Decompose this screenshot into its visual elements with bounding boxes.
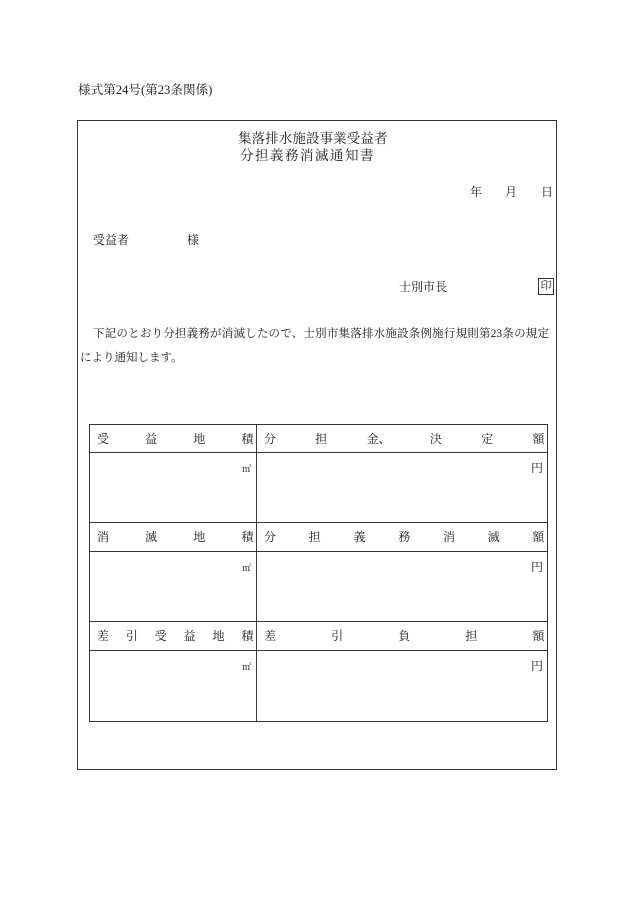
amount-value-cell [257,453,548,523]
area-header-cell [90,523,257,552]
label-glyph: 地 [193,431,206,446]
label-glyph: 額 [532,431,545,446]
label-glyph: 益 [360,131,374,146]
label-glyph: 益 [145,431,158,446]
label-glyph: 滅 [315,148,329,163]
label-glyph: 負 [398,629,411,643]
details-table [89,424,548,722]
label-glyph: 分 [264,431,277,446]
label-glyph: 分 [240,148,254,163]
title-line-1 [238,130,388,147]
label-glyph: 業 [333,131,347,146]
label-glyph: 地 [193,530,206,544]
label-glyph: 義 [270,148,284,163]
notice-body-text: 下記のとおり分担義務が消滅したので、士別市集落排水施設条例施行規則第23条の規定により通知します。 [80,328,549,364]
table-header-row [90,523,548,552]
label-glyph: 金、 [366,431,391,446]
table-row [90,552,548,622]
amount-header-cell [257,425,548,453]
label-glyph: 差 [97,629,110,643]
label-glyph: 落 [251,131,266,146]
label-glyph: 通 [330,148,344,163]
amount-value-cell [257,651,548,722]
label-glyph: 務 [285,148,299,163]
area-value-cell [90,552,257,622]
label-glyph: 義 [353,530,366,544]
label-glyph: 担 [465,629,478,643]
amount-value-cell [257,552,548,622]
date-day-label: 日 [541,185,554,199]
table-row [90,453,548,523]
label-glyph: 定 [481,431,494,446]
issuer-name: 士別市長 [399,280,448,294]
label-glyph: 務 [398,530,411,544]
date-year-label: 年 [470,185,483,199]
yen-unit: 円 [530,560,543,574]
label-glyph: 消 [97,530,110,544]
label-glyph: 者 [373,131,388,146]
seal-mark: 印 [538,278,554,295]
label-glyph: 担 [255,148,269,163]
table-row [90,651,548,722]
date-month-label: 月 [505,185,518,199]
yen-unit: 円 [530,659,543,673]
label-glyph: 水 [278,131,293,146]
area-header-cell [90,425,257,453]
amount-header-cell [257,622,548,651]
area-unit: ㎡ [241,464,251,474]
label-glyph: 担 [315,431,328,446]
label-glyph: 差 [264,629,277,643]
label-glyph: 益 [183,629,196,643]
beneficiary-land-area-header [97,432,254,446]
label-glyph: 消 [442,530,455,544]
label-glyph: 集 [238,131,252,146]
label-glyph: 書 [360,148,374,163]
label-glyph: 滅 [145,530,158,544]
label-glyph: 積 [241,431,254,446]
label-glyph: 受 [154,629,167,643]
label-glyph: 受 [97,431,110,446]
area-unit: ㎡ [241,662,251,672]
label-glyph: 積 [241,629,254,643]
label-glyph: 額 [532,530,545,544]
area-value-cell [90,453,257,523]
label-glyph: 知 [345,148,359,163]
label-glyph: 額 [532,629,545,643]
area-unit: ㎡ [241,563,251,573]
form-number-label: 様式第24号(第23条関係) [78,83,213,97]
label-glyph: 引 [331,629,344,643]
table-header-row [90,425,548,453]
label-glyph: 決 [429,431,442,446]
label-glyph: 地 [212,629,225,643]
recipient-honorific: 様 [187,233,200,247]
recipient-label: 受益者 [93,233,130,247]
title-line-2 [240,147,374,164]
label-glyph: 消 [300,148,314,163]
yen-unit: 円 [530,461,543,475]
label-glyph: 設 [305,131,320,146]
net-beneficiary-land-area-header [97,629,254,643]
label-glyph: 滅 [487,530,500,544]
assessment-decided-amount-header [264,432,545,446]
area-value-cell [90,651,257,722]
label-glyph: 事 [319,131,334,146]
label-glyph: 積 [241,530,254,544]
label-glyph: 排 [265,131,279,146]
obligation-extinguished-amount-header [264,530,545,544]
label-glyph: 分 [264,530,277,544]
amount-header-cell [257,523,548,552]
area-header-cell [90,622,257,651]
net-burden-amount-header [264,629,545,643]
label-glyph: 担 [308,530,321,544]
label-glyph: 受 [346,131,361,146]
table-header-row [90,622,548,651]
label-glyph: 引 [125,629,138,643]
extinguished-land-area-header [97,530,254,544]
label-glyph: 施 [292,131,306,146]
